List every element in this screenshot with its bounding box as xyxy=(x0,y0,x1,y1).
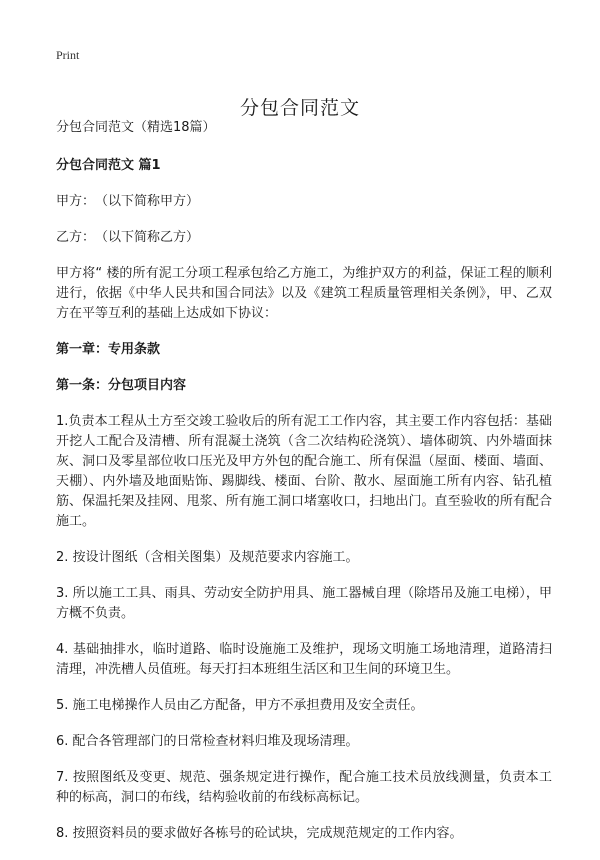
list-item: 3. 所以施工工具、雨具、劳动安全防护用具、施工器械自理（除塔吊及施工电梯），甲方概不负责。 xyxy=(56,586,552,621)
intro-paragraph: 甲方将“ 楼的所有泥工分项工程承包给乙方施工，为维护双方的利益，保证工程的顺利进行，依据《中华人民共和国合同法》以及《建筑工程质量管理相关条例》，甲、乙双方在平等互利的基础上达成如下协议： xyxy=(56,266,552,321)
list-item: 2. 按设计图纸（含相关图集）及规范要求内容施工。 xyxy=(56,550,359,565)
list-item: 1.负责本工程从土方至交竣工验收后的所有泥工工作内容，其主要工作内容包括：基础开挖人工配合及清槽、所有混凝土浇筑（含二次结构砼浇筑）、墙体砌筑、内外墙面抹灰、洞口及零星部位收口压光及甲方外包的配合施工、所有保温（屋面、楼面、墙面、天棚）、内外墙及地面贴饰、踢脚线、楼面、台阶、散水、屋面施工所有内容、钻孔植筋、保温托架及挂网、甩浆、所有施工洞口堵塞收口，扫地出门。直至验收的所有配合施工。 xyxy=(56,414,552,529)
section-title: 分包合同范文 篇1 xyxy=(56,158,161,173)
chapter-heading: 第一章：专用条款 xyxy=(56,342,161,357)
list-item: 7. 按照图纸及变更、规范、强条规定进行操作，配合施工技术员放线测量，负责本工种的标高，洞口的布线，结构验收前的布线标高标记。 xyxy=(56,770,552,805)
list-item: 8. 按照资料员的要求做好各栋号的砼试块，完成规范规定的工作内容。 xyxy=(56,826,463,841)
article-heading: 第一条：分包项目内容 xyxy=(56,378,187,393)
document-title: 分包合同范文 xyxy=(239,96,360,119)
list-item: 5. 施工电梯操作人员由乙方配备，甲方不承担费用及安全责任。 xyxy=(56,698,424,713)
document-body xyxy=(56,118,552,860)
list-item: 4. 基础抽排水，临时道路、临时设施施工及维护，现场文明施工场地清理，道路清扫清理，冲洗槽人员值班。每天打扫本班组生活区和卫生间的环境卫生。 xyxy=(56,642,552,677)
document-subtitle: 分包合同范文（精选18篇） xyxy=(56,120,216,135)
print-label: Print xyxy=(56,48,80,62)
party-b-line: 乙方： （以下简称乙方） xyxy=(56,230,200,245)
list-item: 6. 配合各管理部门的日常检查材料归堆及现场清理。 xyxy=(56,734,359,749)
party-a-line: 甲方： （以下简称甲方） xyxy=(56,194,200,209)
